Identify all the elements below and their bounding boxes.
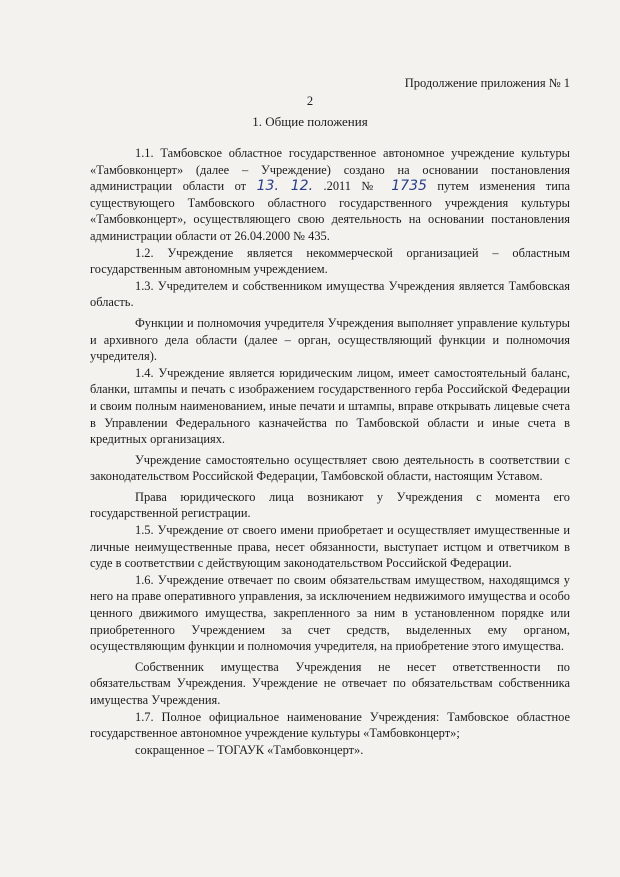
paragraph-1-6: 1.6. Учреждение отвечает по своим обязательствам имуществом, находящимся у него на праве оперативного управления, за исключением недвижимого имущества и особо ценного движимого имущества, закрепленного за ним в установленном порядке или приобретенного Учреждением за счет средств, выделенных ему органом, осуществляющим функции и полномочия учредителя, на приобретение этого имущества. — [90, 572, 570, 654]
paragraph-1-7: 1.7. Полное официальное наименование Учреждения: Тамбовское областное государственное автономное учреждение культуры «Тамбовконцерт»; — [90, 709, 570, 741]
paragraph-1-2: 1.2. Учреждение является некоммерческой организацией – областным государственным автономным учреждением. — [90, 245, 570, 277]
paragraph-1-5: 1.5. Учреждение от своего имени приобретает и осуществляет имущественные и личные неимущественные права, несет обязанности, выступает истцом и ответчиком в суде в соответствии с действующим законодательством Российской Федерации. — [90, 523, 570, 571]
paragraph-1-1-start: 1.1. Тамбовское областное государственное автономное учреждение культуры «Тамбовконцерт» (далее – Учреждение) создано на основании постановления администрации области от — [90, 146, 570, 194]
paragraph-short-name: сокращенное – ТОГАУК «Тамбовконцерт». — [135, 742, 364, 757]
paragraph-1-1-end: путем изменения типа существующего Тамбовского областного государственного учреждения культуры «Тамбовконцерт», осуществляющего свою деятельность на основании постановления администрации области от 26.04.2000 № 435. — [90, 179, 570, 243]
document-body — [90, 145, 570, 758]
paragraph-1-1-mid: .2011 № — [313, 179, 392, 194]
paragraph-founder-functions: Функции и полномочия учредителя Учреждения выполняет управление культуры и архивного дела области (далее – орган, осуществляющий функции и полномочия учредителя). — [90, 315, 570, 364]
paragraph-independent-activity: Учреждение самостоятельно осуществляет свою деятельность в соответствии с законодательством Российской Федерации, Тамбовской области, настоящим Уставом. — [90, 452, 570, 484]
handwritten-date: 13. 12. — [256, 178, 314, 195]
paragraph-1-4: 1.4. Учреждение является юридическим лицом, имеет самостоятельный баланс, бланки, штампы и печать с изображением государственного герба Российской Федерации и своим полным наименованием, иные печати и штампы, вправе открывать лицевые счета в Управлении Федерального казначейства по Тамбовской области и иные счета в кредитных организациях. — [90, 365, 570, 447]
section-title: 1. Общие положения — [252, 114, 368, 129]
page-number: 2 — [306, 94, 314, 108]
paragraph-owner-liability: Собственник имущества Учреждения не несет ответственности по обязательствам Учреждения. Учреждение не отвечает по обязательствам собственника имущества Учреждения. — [90, 659, 570, 707]
paragraph-1-1 — [90, 145, 570, 245]
appendix-continuation: Продолжение приложения № 1 — [404, 76, 570, 90]
paragraph-1-3: 1.3. Учредителем и собственником имущества Учреждения является Тамбовская область. — [90, 278, 570, 310]
handwritten-number: 1735 — [391, 178, 427, 195]
paragraph-legal-rights: Права юридического лица возникают у Учреждения с момента его государственной регистрации. — [90, 489, 570, 521]
